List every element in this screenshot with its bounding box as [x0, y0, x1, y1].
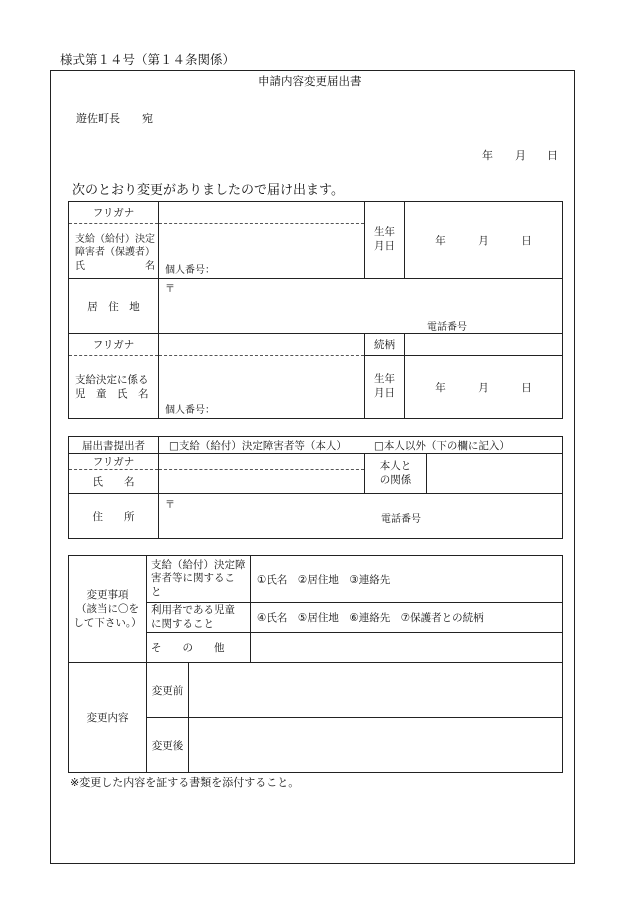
submitter-relation-input[interactable]: [427, 454, 563, 494]
submitter-relation-label-1: 本人と: [379, 459, 412, 472]
after-input[interactable]: [189, 718, 563, 773]
recipient-options-text: ①氏名 ②居住地 ③連絡先: [257, 573, 391, 586]
residence-label-cell: [69, 279, 159, 334]
phone-label: 電話番号: [427, 322, 467, 333]
birth-label-cell: [365, 202, 405, 279]
birth-month: 月: [478, 234, 489, 247]
change-content-label-cell: [69, 663, 147, 773]
category-child-cell: [147, 603, 251, 633]
furigana-label-cell: [69, 202, 159, 224]
date-month: 月: [515, 149, 526, 162]
submitter-name-input[interactable]: [159, 470, 365, 494]
category-recipient-3: と: [151, 585, 162, 598]
submitter-relation-label-cell: [365, 454, 427, 494]
residence-input[interactable]: [159, 279, 563, 334]
relation-label-cell: [365, 334, 405, 356]
child-name-input[interactable]: [159, 356, 365, 419]
residence-label: 居 住 地: [87, 300, 140, 313]
recipient-label-2: 障害者（保護者）: [75, 247, 155, 258]
submitter-address-label: 住 所: [92, 510, 135, 523]
change-items-label-cell: [69, 556, 147, 663]
submitter-address-label-cell: [69, 494, 159, 539]
category-child-2: に関すること: [151, 617, 214, 630]
change-table: [68, 555, 563, 773]
submitter-relation-label-2: の関係: [379, 473, 412, 486]
submitter-options: [159, 437, 563, 454]
option-other-checkbox[interactable]: □本人以外（下の欄に記入）: [374, 440, 510, 452]
submitter-table: [68, 436, 563, 539]
child-options-text: ④氏名 ⑤居住地 ⑥連絡先 ⑦保護者との続柄: [257, 612, 484, 624]
category-recipient-2: 害者等に関するこ: [151, 572, 235, 585]
addressee: 遊佐町長 宛: [76, 112, 153, 125]
submitter-label-cell: [69, 437, 159, 454]
birth-date-input[interactable]: [405, 202, 563, 279]
child-birth-day: 日: [521, 381, 532, 394]
category-child-options[interactable]: [251, 603, 563, 633]
category-recipient-cell: [147, 556, 251, 603]
birth-label-2: 月日: [374, 240, 395, 252]
category-recipient-options[interactable]: [251, 556, 563, 603]
submitter-furigana-input[interactable]: [159, 454, 365, 470]
option-self-checkbox[interactable]: □支給（給付）決定障害者等（本人）: [169, 440, 347, 452]
recipient-label-cell: [69, 224, 159, 279]
name-label-2: 名: [145, 261, 155, 272]
category-recipient-1: 支給（給付）決定障: [151, 558, 246, 571]
submitter-furigana-label-cell: [69, 454, 159, 470]
furigana-label: フリガナ: [92, 207, 135, 219]
furigana-input[interactable]: [159, 202, 365, 224]
birth-label-1: 生年: [374, 226, 395, 239]
attachment-note: ※変更した内容を証する書類を添付すること。: [70, 776, 300, 789]
before-label-cell: [147, 663, 189, 718]
child-label-2: 児 童 氏 名: [75, 388, 149, 400]
child-birth-date-input[interactable]: [405, 356, 563, 419]
child-birth-label-cell: [365, 356, 405, 419]
before-label: 変更前: [151, 684, 184, 697]
name-label-1: 氏: [75, 261, 85, 272]
child-furigana-label: フリガナ: [92, 339, 135, 351]
recipient-label-1: 支給（給付）決定: [75, 234, 155, 245]
date-day: 日: [547, 149, 558, 162]
submitter-phone-label: 電話番号: [381, 514, 421, 525]
category-other-cell: [147, 633, 251, 663]
birth-year: 年: [435, 234, 446, 247]
intro-text: 次のとおり変更がありましたので届け出ます。: [72, 183, 344, 198]
category-other-input[interactable]: [251, 633, 563, 663]
submitter-address-input[interactable]: [159, 494, 563, 539]
birth-day: 日: [521, 234, 532, 247]
relation-label: 続柄: [374, 339, 395, 351]
child-individual-number-label: 個人番号：: [165, 405, 215, 416]
child-birth-label-2: 月日: [374, 387, 395, 399]
submitter-furigana-label: フリガナ: [92, 456, 135, 468]
before-input[interactable]: [189, 663, 563, 718]
change-content-label: 変更内容: [86, 712, 129, 724]
individual-number-label: 個人番号：: [165, 265, 215, 276]
submitter-label: 届出書提出者: [82, 439, 145, 452]
submitter-postal-mark: 〒: [165, 500, 175, 511]
submitter-name-label: 氏 名: [92, 476, 135, 488]
relation-input[interactable]: [405, 334, 563, 356]
change-items-label-2: （該当に〇を: [76, 602, 139, 615]
submitter-name-label-cell: [69, 470, 159, 494]
after-label: 変更後: [151, 739, 184, 752]
child-birth-year: 年: [435, 381, 446, 394]
child-label-cell: [69, 356, 159, 419]
form-title: 申請内容変更届出書: [258, 74, 362, 88]
child-birth-month: 月: [478, 381, 489, 394]
date-year: 年: [482, 149, 493, 162]
category-child-1: 利用者である児童: [151, 603, 235, 616]
child-label-1: 支給決定に係る: [75, 373, 149, 386]
postal-mark: 〒: [165, 284, 175, 295]
person-table: [68, 201, 563, 419]
change-items-label-1: 変更事項: [86, 588, 129, 601]
child-birth-label-1: 生年: [374, 373, 395, 386]
child-furigana-input[interactable]: [159, 334, 365, 356]
after-label-cell: [147, 718, 189, 773]
change-items-label-3: して下さい。）: [73, 617, 142, 630]
child-furigana-label-cell: [69, 334, 159, 356]
form-number: 様式第１４号（第１４条関係）: [60, 52, 236, 67]
recipient-name-input[interactable]: [159, 224, 365, 279]
category-other-label: そ の 他: [151, 642, 225, 654]
